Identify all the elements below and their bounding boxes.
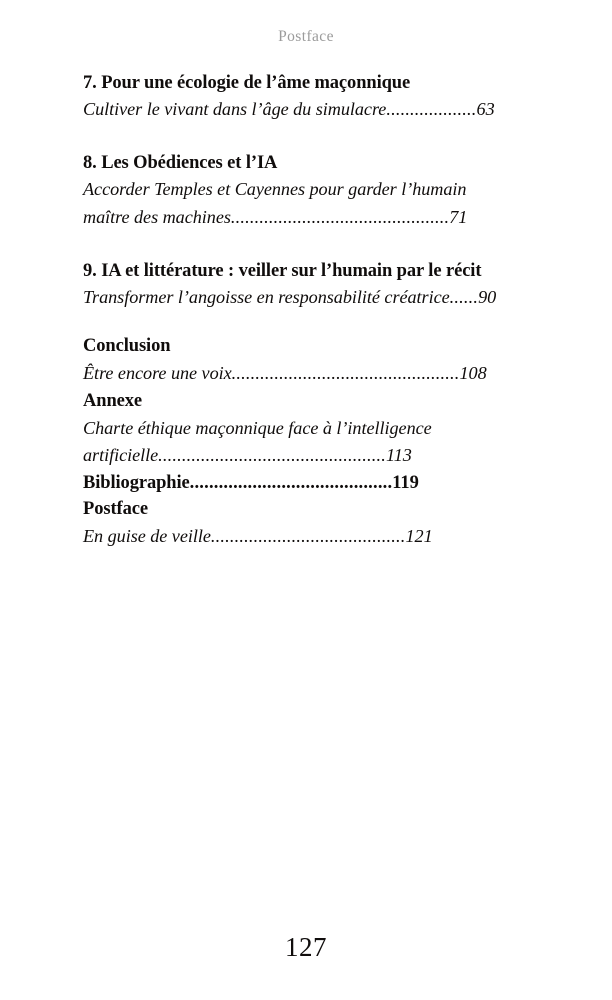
table-of-contents [83, 70, 545, 551]
toc-section-title[interactable] [83, 470, 545, 496]
toc-subtitle[interactable] [83, 415, 545, 470]
toc-dot-leaders: ................... [386, 99, 477, 120]
toc-page-number: 119 [392, 473, 419, 494]
toc-section-title[interactable]: Conclusion [83, 336, 171, 357]
toc-section-title[interactable]: Postface [83, 499, 148, 520]
toc-subtitle-line1: Accorder Temples et Cayennes pour garder l’humain [83, 179, 467, 200]
spacer [83, 232, 545, 258]
toc-subtitle-text: Transformer l’angoisse en responsabilité créatrice [83, 286, 450, 307]
toc-subtitle[interactable] [83, 284, 545, 312]
toc-entry-annexe [83, 388, 545, 470]
toc-subtitle-lastline [83, 204, 545, 232]
toc-entry-chapter-8 [83, 150, 545, 232]
toc-entry-conclusion [83, 333, 545, 387]
toc-chapter-title[interactable]: 7. Pour une écologie de l’âme maçonnique [83, 73, 411, 93]
toc-chapter-title[interactable]: 9. IA et littérature : veiller sur l’humain par le récit [83, 260, 482, 281]
spacer [83, 311, 545, 333]
toc-dot-leaders: ................................................ [231, 363, 460, 384]
toc-dot-leaders: ...... [449, 286, 479, 307]
toc-subtitle[interactable] [83, 523, 545, 551]
toc-subtitle-text: Cultiver le vivant dans l’âge du simulacre [83, 99, 387, 120]
toc-page-number: 63 [476, 99, 495, 120]
toc-dot-leaders: ......................................... [210, 526, 406, 547]
toc-section-title[interactable]: Annexe [83, 390, 143, 411]
toc-entry-bibliographie [83, 470, 545, 496]
toc-subtitle[interactable] [83, 176, 545, 231]
toc-dot-leaders: .............................................. [230, 206, 450, 227]
toc-page-number: 113 [386, 445, 412, 466]
toc-page-number: 108 [459, 363, 487, 384]
toc-subtitle-text: artificielle [83, 445, 159, 466]
toc-subtitle[interactable] [83, 360, 545, 388]
toc-entry-postface [83, 496, 545, 550]
toc-dot-leaders: .......................................... [189, 473, 393, 494]
toc-subtitle[interactable] [83, 96, 545, 124]
toc-subtitle-lastline [83, 442, 545, 470]
toc-entry-chapter-9 [83, 258, 545, 312]
toc-dot-leaders: ................................................ [158, 445, 387, 466]
toc-page-number: 90 [478, 286, 497, 307]
toc-entry-text: Bibliographie [83, 473, 190, 494]
toc-page-number: 121 [405, 526, 433, 547]
page-folio: 127 [285, 932, 327, 962]
toc-entry-chapter-7 [83, 70, 545, 124]
spacer [83, 124, 545, 150]
toc-chapter-title[interactable]: 8. Les Obédiences et l’IA [83, 152, 278, 173]
toc-subtitle-text: En guise de veille [83, 526, 211, 547]
running-header: Postface [278, 28, 334, 45]
toc-page-number: 71 [449, 206, 468, 227]
toc-subtitle-text: maître des machines [83, 206, 231, 227]
toc-subtitle-text: Être encore une voix [83, 363, 232, 384]
toc-subtitle-line1: Charte éthique maçonnique face à l’intelligence [83, 417, 432, 438]
